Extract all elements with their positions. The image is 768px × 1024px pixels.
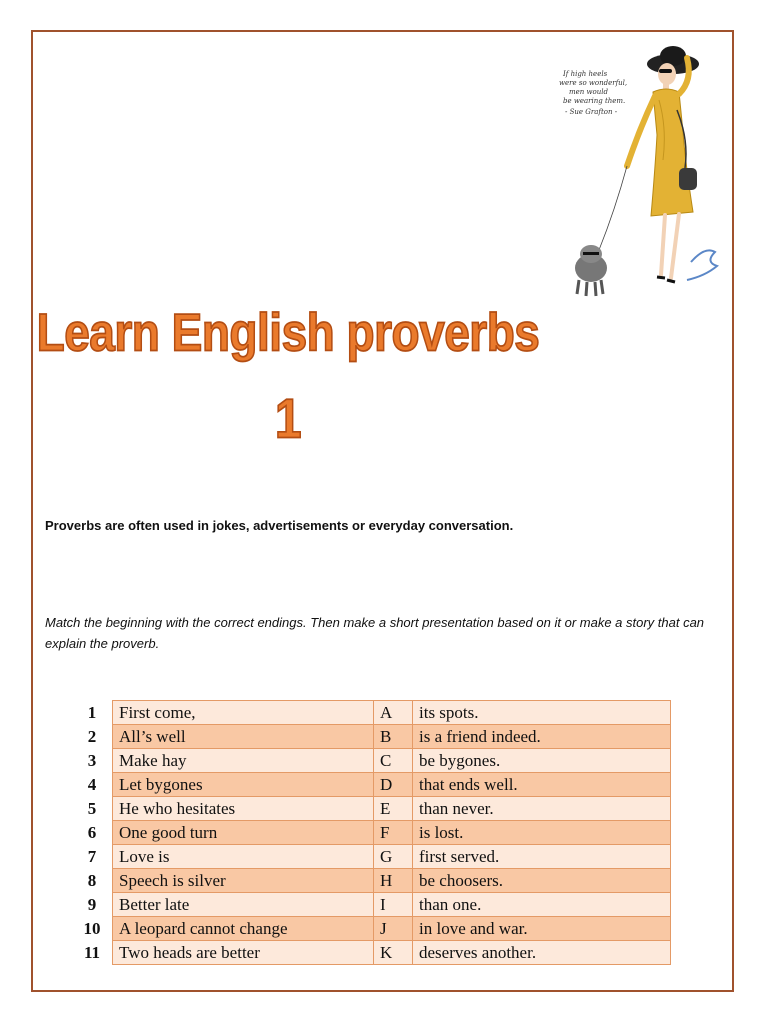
- proverb-ending: first served.: [413, 845, 671, 869]
- proverb-ending: be choosers.: [413, 869, 671, 893]
- ending-letter: K: [374, 941, 413, 965]
- page-title: Learn English proverbs: [36, 302, 540, 362]
- ending-letter: I: [374, 893, 413, 917]
- ending-letter: B: [374, 725, 413, 749]
- quote-line-4: be wearing them.: [563, 97, 626, 105]
- row-number: 8: [87, 870, 97, 890]
- quote-line-5: - Sue Grafton -: [565, 108, 618, 116]
- proverb-ending: its spots.: [413, 701, 671, 725]
- table-row: [78, 821, 671, 845]
- ending-letter: D: [374, 773, 413, 797]
- row-number: 5: [87, 798, 97, 818]
- table-row: [78, 893, 671, 917]
- row-number: 4: [87, 774, 97, 794]
- proverb-beginning: First come,: [113, 701, 374, 725]
- proverb-beginning: Better late: [113, 893, 374, 917]
- ending-letter: A: [374, 701, 413, 725]
- proverb-beginning: Make hay: [113, 749, 374, 773]
- proverb-beginning: He who hesitates: [113, 797, 374, 821]
- proverb-matching-table: [78, 700, 671, 965]
- proverb-beginning: All’s well: [113, 725, 374, 749]
- row-number: 7: [87, 846, 97, 866]
- proverb-ending: be bygones.: [413, 749, 671, 773]
- ending-letter: H: [374, 869, 413, 893]
- proverb-beginning: One good turn: [113, 821, 374, 845]
- proverb-beginning: Love is: [113, 845, 374, 869]
- proverb-ending: is a friend indeed.: [413, 725, 671, 749]
- proverb-beginning: Two heads are better: [113, 941, 374, 965]
- table-row: [78, 845, 671, 869]
- proverb-ending: is lost.: [413, 821, 671, 845]
- table-row: [78, 773, 671, 797]
- table-row: [78, 725, 671, 749]
- row-number: 10: [83, 918, 101, 938]
- row-number: 2: [87, 726, 97, 746]
- table-row: [78, 917, 671, 941]
- proverb-ending: that ends well.: [413, 773, 671, 797]
- table-row: [78, 749, 671, 773]
- intro-text: Proverbs are often used in jokes, advertisements or everyday conversation.: [45, 518, 514, 533]
- ending-letter: J: [374, 917, 413, 941]
- proverb-ending: in love and war.: [413, 917, 671, 941]
- table-row: [78, 701, 671, 725]
- lesson-number: 1: [274, 389, 302, 450]
- woman-walking-dog-illustration: [555, 40, 725, 305]
- row-number: 3: [87, 750, 97, 770]
- quote-text: [559, 70, 627, 116]
- proverb-beginning: Speech is silver: [113, 869, 374, 893]
- table-row: [78, 797, 671, 821]
- ending-letter: G: [374, 845, 413, 869]
- ending-letter: E: [374, 797, 413, 821]
- quote-line-1: If high heels: [563, 70, 608, 78]
- row-number: 6: [87, 822, 97, 842]
- quote-line-2: were so wonderful,: [559, 79, 628, 87]
- table-row: [78, 941, 671, 965]
- ending-letter: C: [374, 749, 413, 773]
- proverb-ending: deserves another.: [413, 941, 671, 965]
- table-row: [78, 869, 671, 893]
- quote-line-3: men would: [569, 88, 608, 96]
- instructions-text: Match the beginning with the correct endings. Then make a short presentation based on it or make a story that can explain the proverb.: [45, 615, 705, 651]
- proverb-ending: than never.: [413, 797, 671, 821]
- row-number: 11: [83, 942, 101, 962]
- ending-letter: F: [374, 821, 413, 845]
- proverb-beginning: Let bygones: [113, 773, 374, 797]
- row-number: 9: [87, 894, 97, 914]
- proverb-ending: than one.: [413, 893, 671, 917]
- proverb-beginning: A leopard cannot change: [113, 917, 374, 941]
- row-number: 1: [87, 702, 97, 722]
